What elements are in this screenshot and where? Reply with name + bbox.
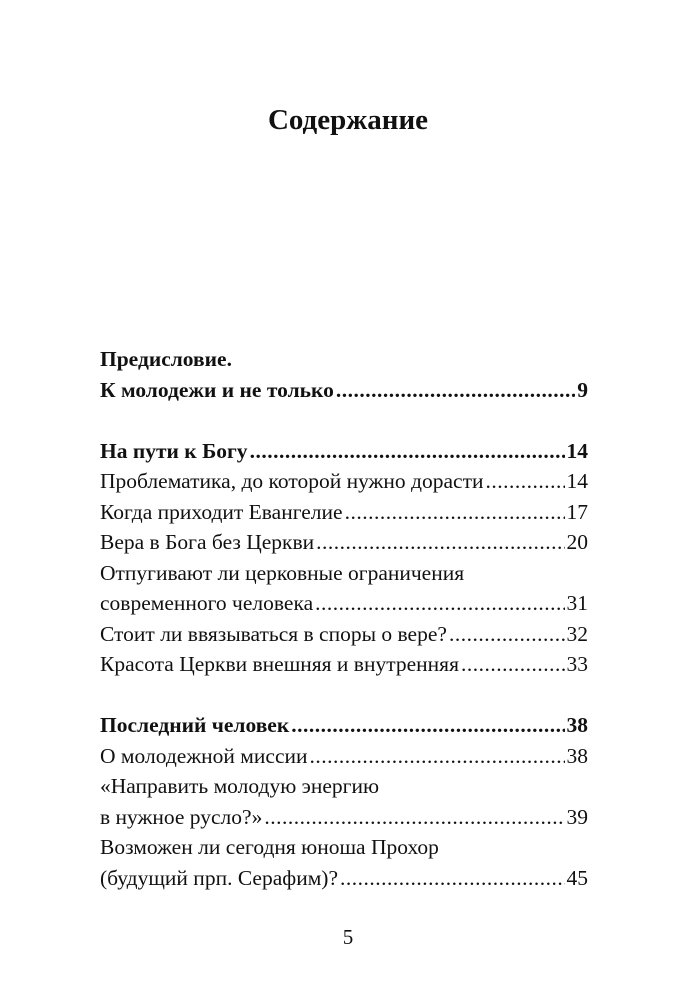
- toc-entry[interactable]: [100, 344, 588, 405]
- toc-entry-row: [100, 802, 588, 833]
- toc-entry-title: К молодежи и не только: [100, 377, 334, 402]
- toc-entry[interactable]: [100, 710, 588, 741]
- toc-entry-title: современного человека: [100, 591, 314, 615]
- toc-entry[interactable]: [100, 832, 588, 893]
- toc-entry-title: Проблематика, до которой нужно дорасти: [100, 469, 484, 493]
- toc-entry-page: 39: [566, 804, 588, 829]
- toc-entry-row: [100, 466, 588, 497]
- toc-entry-page: 45: [566, 865, 588, 890]
- toc-entry-row: [100, 619, 588, 650]
- toc-entry-title-line: Предисловие.: [100, 347, 232, 371]
- toc-entry-row: [100, 436, 588, 467]
- dot-leader: [250, 436, 565, 467]
- toc-entry-title: (будущий прп. Серафим)?: [100, 865, 339, 890]
- toc-entry-row: [100, 710, 588, 741]
- toc-entry[interactable]: [100, 436, 588, 467]
- dot-leader: [316, 527, 564, 558]
- dot-leader: [340, 863, 564, 894]
- toc-entry-page: 14: [566, 469, 588, 493]
- toc-entry-row: [100, 741, 588, 772]
- dot-leader: [310, 741, 565, 772]
- toc-entry-row: [100, 497, 588, 528]
- toc-entry-title: Последний человек: [100, 713, 290, 737]
- toc-entry[interactable]: [100, 619, 588, 650]
- toc-entry[interactable]: [100, 466, 588, 497]
- page-number: 5: [342, 925, 354, 949]
- toc-entry-title: Стоит ли ввязываться в споры о вере?: [100, 621, 447, 646]
- toc-entry-title: На пути к Богу: [100, 438, 248, 463]
- toc-entry-row: [100, 863, 588, 894]
- toc-entry[interactable]: [100, 771, 588, 832]
- toc-entry[interactable]: [100, 649, 588, 680]
- toc-entry-page: 32: [566, 621, 588, 646]
- dot-leader: [336, 375, 575, 406]
- toc-section-preface: [100, 344, 588, 405]
- toc-entry-page: 33: [566, 652, 588, 676]
- toc-entry[interactable]: [100, 558, 588, 619]
- dot-leader: [461, 649, 565, 680]
- toc-entry-title: О молодежной миссии: [100, 743, 308, 768]
- toc-entry[interactable]: [100, 527, 588, 558]
- toc-entry-page: 38: [566, 743, 588, 768]
- dot-leader: [485, 466, 564, 497]
- table-of-contents: [100, 344, 588, 893]
- toc-section-path-to-god: [100, 436, 588, 680]
- toc-entry-title: в нужное русло?»: [100, 804, 263, 829]
- toc-entry-page: 9: [577, 377, 588, 402]
- toc-entry-page: 38: [566, 713, 588, 737]
- dot-leader: [315, 588, 564, 619]
- toc-entry-title: Красота Церкви внешняя и внутренняя: [100, 652, 459, 676]
- dot-leader: [449, 619, 565, 650]
- toc-section-last-man: [100, 710, 588, 893]
- dot-leader: [264, 802, 564, 833]
- toc-entry-page: 31: [566, 591, 588, 615]
- toc-entry-page: 17: [566, 499, 588, 524]
- toc-entry-title: Когда приходит Евангелие: [100, 499, 343, 524]
- toc-entry-page: 14: [566, 438, 588, 463]
- toc-entry-title-line: «Направить молодую энергию: [100, 774, 380, 798]
- toc-entry-title-line: Возможен ли сегодня юноша Прохор: [100, 835, 439, 859]
- toc-entry-row: [100, 649, 588, 680]
- toc-entry-title: Вера в Бога без Церкви: [100, 530, 315, 554]
- toc-entry-row: [100, 588, 588, 619]
- dot-leader: [345, 497, 565, 528]
- toc-entry-row: [100, 375, 588, 406]
- toc-entry-row: [100, 527, 588, 558]
- toc-entry-title-line: Отпугивают ли церковные ограничения: [100, 560, 465, 585]
- toc-entry[interactable]: [100, 741, 588, 772]
- page-title: Содержание: [267, 104, 429, 136]
- toc-entry-page: 20: [566, 530, 588, 554]
- toc-entry[interactable]: [100, 497, 588, 528]
- dot-leader: [291, 710, 564, 741]
